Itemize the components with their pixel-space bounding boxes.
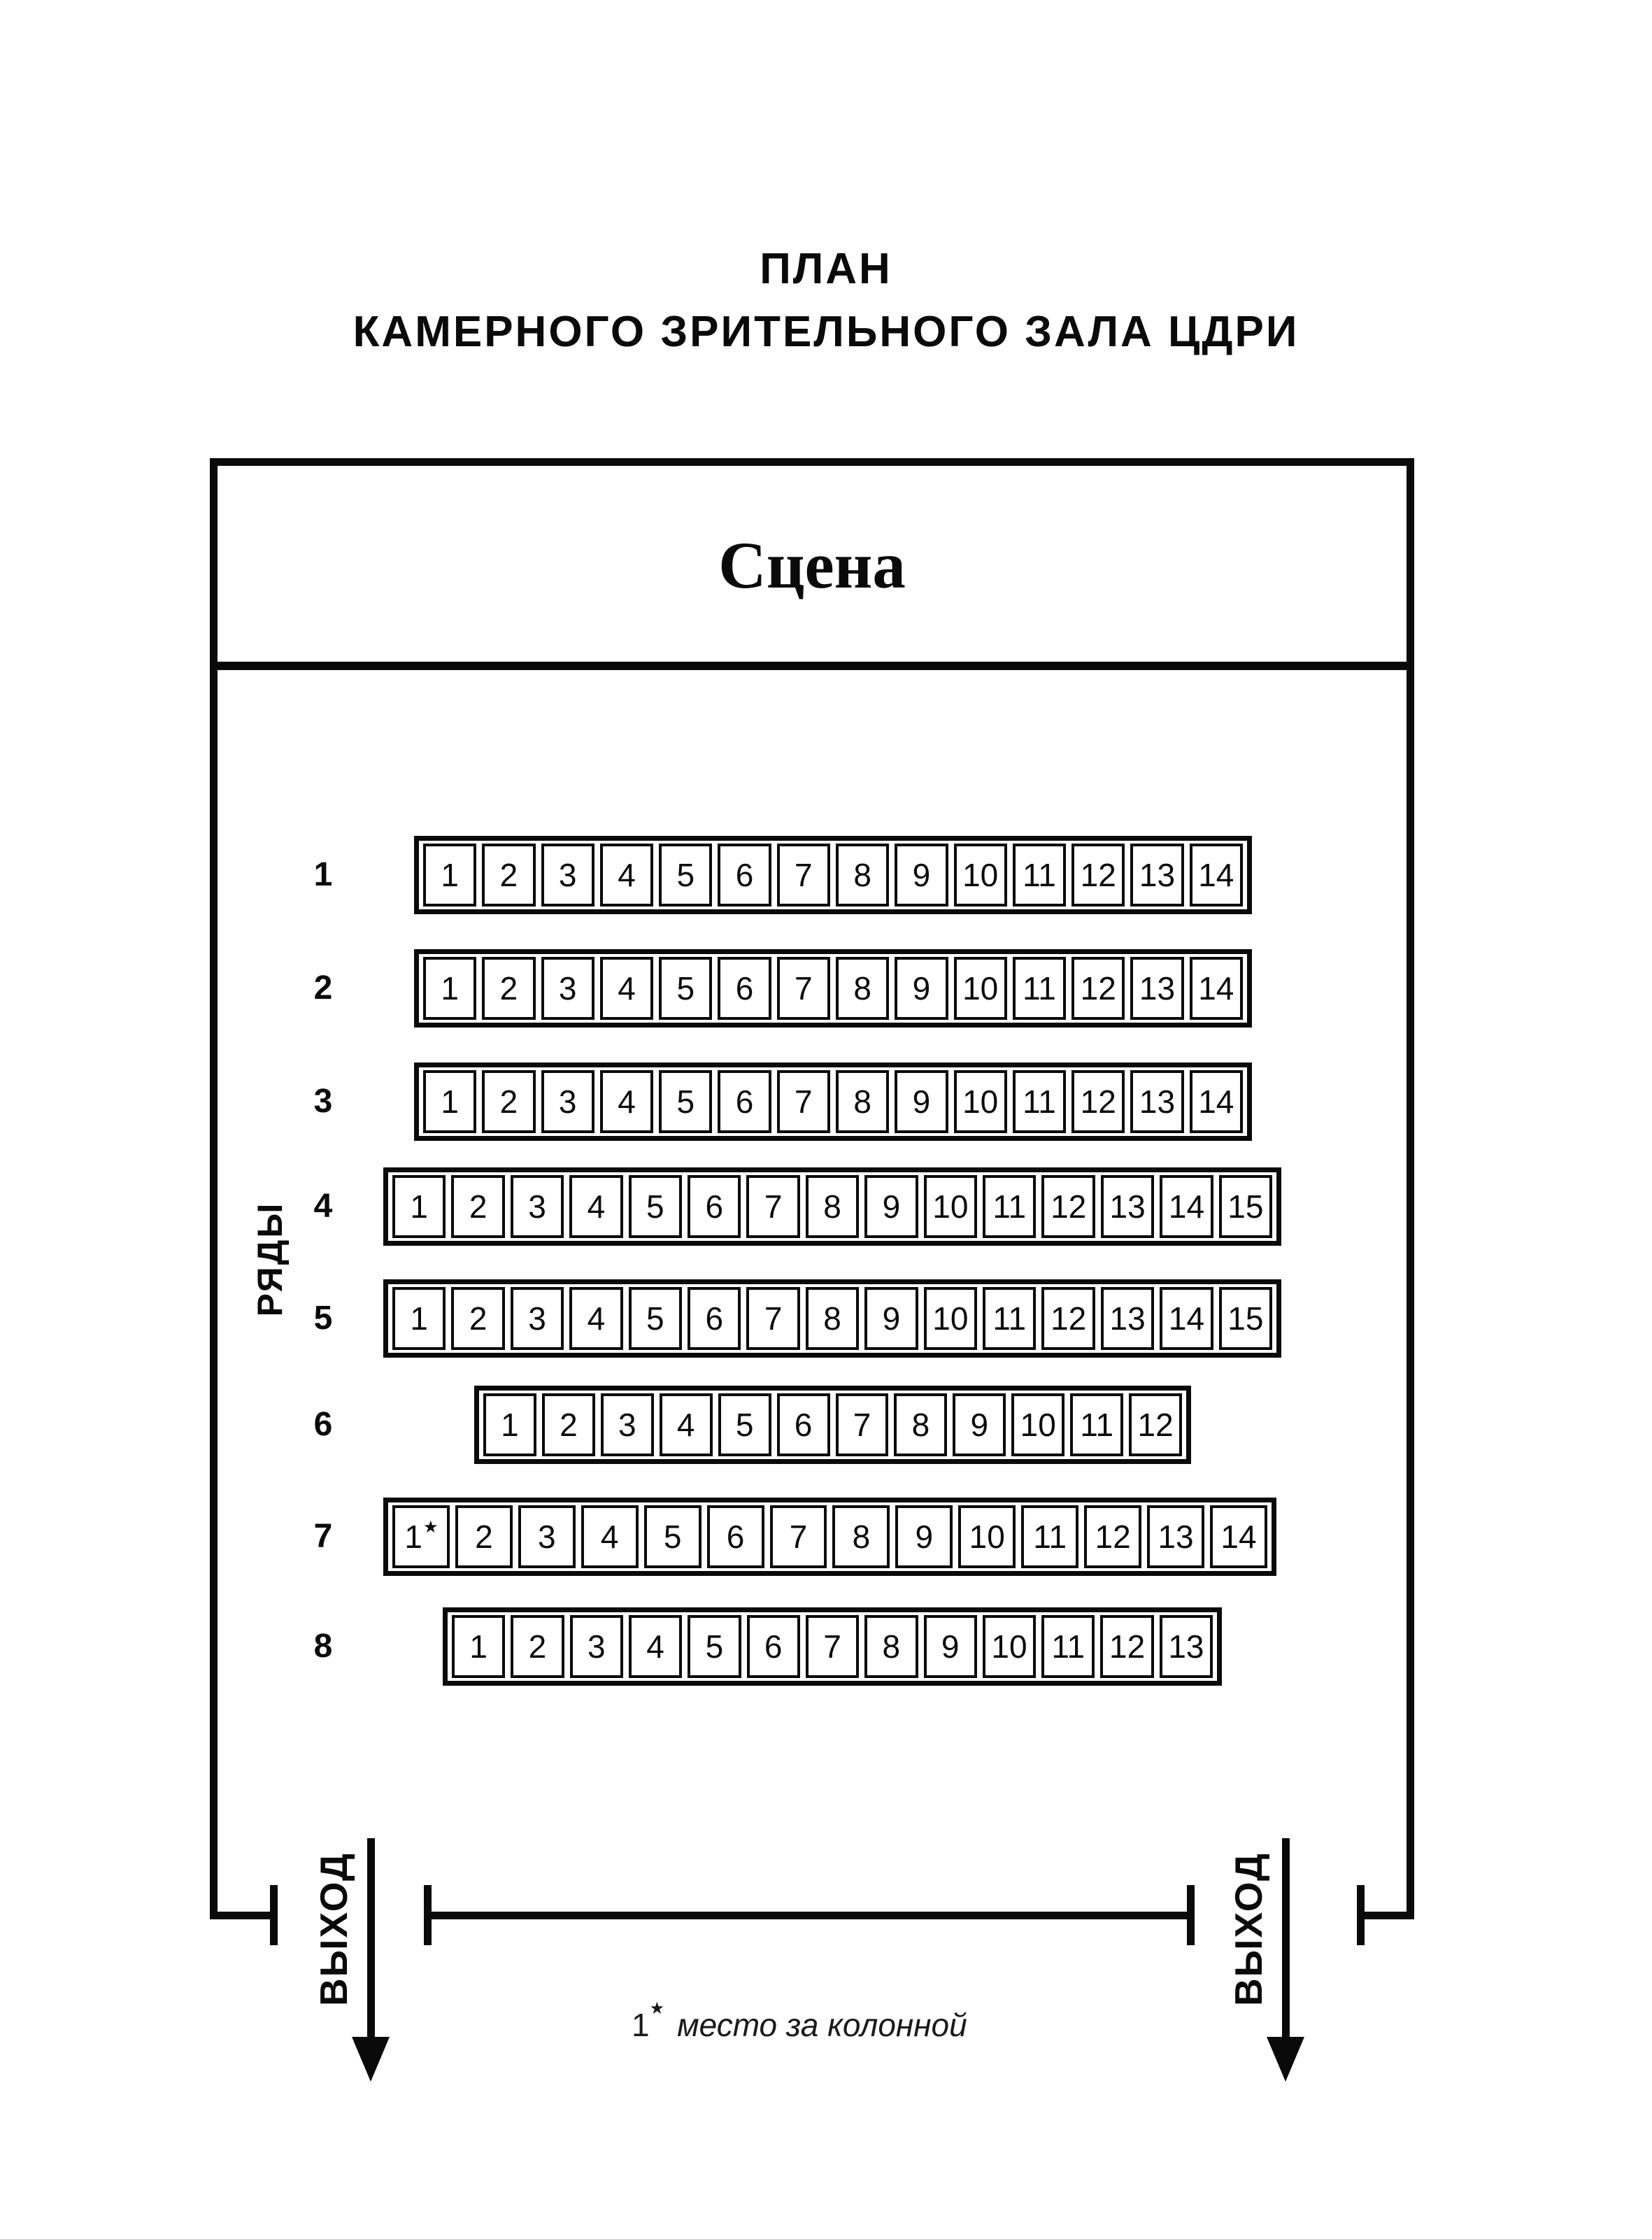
seat-row3-4: 4 <box>600 1070 653 1133</box>
stage-label: Сцена <box>718 528 906 602</box>
seat-row2-1: 1 <box>423 957 476 1020</box>
seat-row3-11: 11 <box>1013 1070 1066 1133</box>
seat-row6-10: 10 <box>1011 1393 1064 1456</box>
seat-row4-4: 4 <box>569 1175 622 1238</box>
seat-row5-10: 10 <box>924 1287 977 1350</box>
seat-row3-10: 10 <box>954 1070 1007 1133</box>
seat-row8-1: 1 <box>452 1615 505 1678</box>
seat-row6-7: 7 <box>836 1393 889 1456</box>
seat-row7-8: 8 <box>832 1505 890 1568</box>
seat-row1-1: 1 <box>423 844 476 907</box>
footnote-text: место за колонной <box>677 2007 967 2043</box>
seat-row7-10: 10 <box>958 1505 1016 1568</box>
seat-row-6 <box>474 1386 1191 1464</box>
seat-row4-1: 1 <box>392 1175 446 1238</box>
seat-row1-10: 10 <box>954 844 1007 907</box>
seat-row1-7: 7 <box>777 844 830 907</box>
seat-row2-11: 11 <box>1013 957 1066 1020</box>
seat-row5-6: 6 <box>688 1287 741 1350</box>
seat-row6-1: 1 <box>483 1393 536 1456</box>
exit-label-right: ВЫХОД <box>1227 1851 1270 2007</box>
seat-row4-6: 6 <box>688 1175 741 1238</box>
seat-row5-11: 11 <box>983 1287 1036 1350</box>
seat-row8-12: 12 <box>1100 1615 1153 1678</box>
footnote <box>632 1998 967 2044</box>
seat-row8-8: 8 <box>864 1615 918 1678</box>
seat-row6-12: 12 <box>1129 1393 1182 1456</box>
seat-row1-13: 13 <box>1130 844 1183 907</box>
seat-row5-9: 9 <box>864 1287 918 1350</box>
hall-wall-right <box>1407 458 1414 1919</box>
seat-row2-14: 14 <box>1190 957 1243 1020</box>
seat-row-3 <box>414 1062 1252 1141</box>
seat-row1-4: 4 <box>600 844 653 907</box>
hall-wall-bottom-middle <box>429 1912 1193 1919</box>
seat-row2-5: 5 <box>659 957 712 1020</box>
seat-row6-9: 9 <box>953 1393 1006 1456</box>
seat-row-2 <box>414 949 1252 1028</box>
seat-row7-9: 9 <box>895 1505 953 1568</box>
row-label-2: 2 <box>313 969 333 1007</box>
seat-row6-4: 4 <box>660 1393 713 1456</box>
seat-row2-10: 10 <box>954 957 1007 1020</box>
door-post <box>1187 1885 1195 1945</box>
seat-row8-6: 6 <box>747 1615 800 1678</box>
seat-row5-8: 8 <box>806 1287 859 1350</box>
seat-row4-13: 13 <box>1101 1175 1154 1238</box>
seat-row5-5: 5 <box>629 1287 682 1350</box>
seat-row1-2: 2 <box>482 844 535 907</box>
seat-row4-15: 15 <box>1219 1175 1272 1238</box>
seat-row6-6: 6 <box>777 1393 830 1456</box>
seat-row1-8: 8 <box>836 844 889 907</box>
seat-row5-3: 3 <box>511 1287 564 1350</box>
seat-row7-4: 4 <box>581 1505 639 1568</box>
seat-row-4 <box>383 1167 1281 1246</box>
seat-row7-12: 12 <box>1084 1505 1141 1568</box>
seat-row7-5: 5 <box>644 1505 702 1568</box>
seat-row1-14: 14 <box>1190 844 1243 907</box>
rows-axis-label: РЯДЫ <box>250 1201 290 1317</box>
exit-arrow-right-head-icon <box>1267 2037 1304 2082</box>
seat-row2-7: 7 <box>777 957 830 1020</box>
exit-arrow-left <box>367 1838 375 2040</box>
seat-row7-3: 3 <box>518 1505 576 1568</box>
hall-wall-bottom-right <box>1360 1912 1414 1919</box>
seat-row7-7: 7 <box>770 1505 827 1568</box>
seat-row7-2: 2 <box>455 1505 513 1568</box>
seat-row5-4: 4 <box>569 1287 622 1350</box>
seat-row4-5: 5 <box>629 1175 682 1238</box>
seat-row2-6: 6 <box>718 957 771 1020</box>
seat-row4-10: 10 <box>924 1175 977 1238</box>
seat-row4-8: 8 <box>806 1175 859 1238</box>
hall-wall-bottom-left <box>210 1912 277 1919</box>
seat-row1-5: 5 <box>659 844 712 907</box>
seat-row1-3: 3 <box>541 844 594 907</box>
hall-wall-left <box>210 458 218 1919</box>
seat-row-7 <box>383 1498 1276 1576</box>
seat-row2-3: 3 <box>541 957 594 1020</box>
seat-row1-6: 6 <box>718 844 771 907</box>
seat-row3-12: 12 <box>1071 1070 1125 1133</box>
seat-row-5 <box>383 1279 1281 1358</box>
seat-row6-8: 8 <box>894 1393 947 1456</box>
seat-row6-3: 3 <box>601 1393 654 1456</box>
seat-row3-14: 14 <box>1190 1070 1243 1133</box>
seat-row3-1: 1 <box>423 1070 476 1133</box>
seat-row2-9: 9 <box>895 957 948 1020</box>
seat-row5-13: 13 <box>1101 1287 1154 1350</box>
seat-row4-2: 2 <box>451 1175 504 1238</box>
row-label-1: 1 <box>313 856 333 893</box>
seat-row4-11: 11 <box>983 1175 1036 1238</box>
stage-front-line <box>210 662 1414 670</box>
seat-row2-13: 13 <box>1130 957 1183 1020</box>
seat-row5-12: 12 <box>1041 1287 1095 1350</box>
row-label-3: 3 <box>313 1083 333 1120</box>
seat-row2-12: 12 <box>1071 957 1125 1020</box>
seat-row-8 <box>443 1607 1222 1686</box>
seat-row3-7: 7 <box>777 1070 830 1133</box>
hall-wall-top <box>210 458 1414 466</box>
page-title <box>0 238 1652 364</box>
seat-row5-14: 14 <box>1160 1287 1213 1350</box>
door-post <box>1357 1885 1365 1945</box>
seat-row8-9: 9 <box>924 1615 977 1678</box>
seat-row1-12: 12 <box>1071 844 1125 907</box>
seat-row4-14: 14 <box>1160 1175 1213 1238</box>
exit-arrow-left-head-icon <box>352 2037 390 2082</box>
seat-row3-9: 9 <box>895 1070 948 1133</box>
page-title-line1: ПЛАН <box>760 245 892 293</box>
seat-row8-13: 13 <box>1160 1615 1213 1678</box>
row-label-7: 7 <box>313 1518 333 1555</box>
seat-row5-15: 15 <box>1219 1287 1272 1350</box>
row-label-6: 6 <box>313 1406 333 1443</box>
seat-row1-11: 11 <box>1013 844 1066 907</box>
seat-row4-7: 7 <box>746 1175 799 1238</box>
seat-row7-13: 13 <box>1147 1505 1204 1568</box>
seat-row8-11: 11 <box>1041 1615 1095 1678</box>
seat-row4-3: 3 <box>511 1175 564 1238</box>
seat-row6-2: 2 <box>542 1393 595 1456</box>
seat-row2-4: 4 <box>600 957 653 1020</box>
row-label-5: 5 <box>313 1300 333 1337</box>
door-post <box>270 1885 278 1945</box>
seat-row6-5: 5 <box>718 1393 771 1456</box>
seat-row7-6: 6 <box>707 1505 764 1568</box>
row-label-4: 4 <box>313 1188 333 1225</box>
seat-row3-2: 2 <box>482 1070 535 1133</box>
seat-row1-9: 9 <box>895 844 948 907</box>
seat-row5-1: 1 <box>392 1287 446 1350</box>
seat-row8-4: 4 <box>629 1615 682 1678</box>
seat-row3-6: 6 <box>718 1070 771 1133</box>
seat-row3-8: 8 <box>836 1070 889 1133</box>
seat-row5-2: 2 <box>451 1287 504 1350</box>
seat-row6-11: 11 <box>1070 1393 1123 1456</box>
seat-row7-1-behind-column: 1 ★ <box>392 1505 450 1568</box>
seat-row4-12: 12 <box>1041 1175 1095 1238</box>
page-title-line2: КАМЕРНОГО ЗРИТЕЛЬНОГО ЗАЛА ЦДРИ <box>353 308 1299 356</box>
seat-row3-13: 13 <box>1130 1070 1183 1133</box>
seat-row8-3: 3 <box>570 1615 623 1678</box>
seat-row4-9: 9 <box>864 1175 918 1238</box>
seat-row2-8: 8 <box>836 957 889 1020</box>
seat-row8-10: 10 <box>983 1615 1036 1678</box>
door-post <box>424 1885 432 1945</box>
seat-row5-7: 7 <box>746 1287 799 1350</box>
footnote-marker: 1★ <box>632 1998 665 2043</box>
seat-row3-5: 5 <box>659 1070 712 1133</box>
seat-row7-11: 11 <box>1021 1505 1078 1568</box>
row-label-8: 8 <box>313 1628 333 1665</box>
seat-row2-2: 2 <box>482 957 535 1020</box>
seat-row7-14: 14 <box>1210 1505 1267 1568</box>
seat-row8-5: 5 <box>688 1615 741 1678</box>
seat-row3-3: 3 <box>541 1070 594 1133</box>
seat-row8-2: 2 <box>511 1615 564 1678</box>
exit-label-left: ВЫХОД <box>312 1851 355 2007</box>
exit-arrow-right <box>1282 1838 1290 2040</box>
star-icon: ★ <box>649 1998 665 2018</box>
seat-row8-7: 7 <box>806 1615 859 1678</box>
seat-row-1 <box>414 836 1252 914</box>
